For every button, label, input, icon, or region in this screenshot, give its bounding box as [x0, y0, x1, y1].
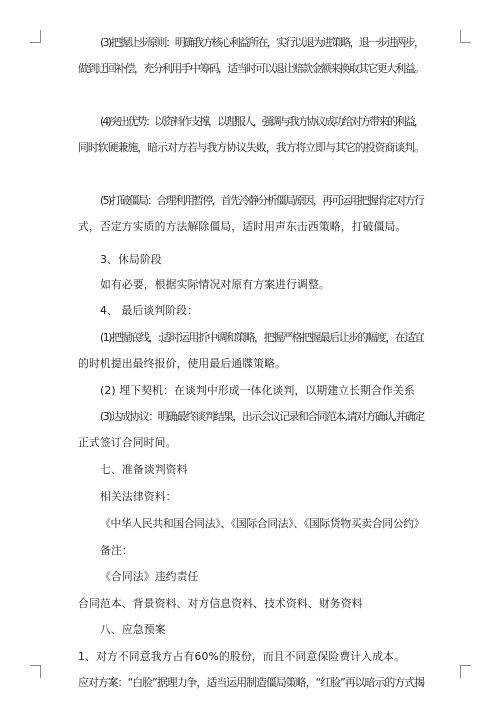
text-line: 式，否定方实质的方法解除僵局，适时用声东击西策略，打破僵局。	[78, 220, 407, 233]
text-line: 正式签订合同时间。	[78, 436, 177, 449]
text-line: 八、应急预案	[100, 623, 166, 636]
text-line: 同时软硬兼施，暗示对方若与我方协议失败，我方将立即与其它的投资商谈判。	[78, 141, 425, 154]
text-line: 合同范本、背景资料、对方信息资料、技术资料、财务资料	[78, 597, 363, 610]
text-line: 相关法律资料：	[100, 490, 177, 503]
text-line: (3)达成协议：明确最终谈判结果，出示会议记录和合同范本,请对方确认,并确定	[100, 410, 424, 423]
text-line: 做到迂回补偿，充分利用手中筹码，适当时可以退让赔款金额来换取其它更大利益。	[78, 62, 424, 75]
text-line: 备注：	[100, 544, 133, 557]
text-line: (2) 埋下契机：在谈判中形成一体化谈判，以期建立长期合作关系	[100, 384, 415, 397]
text-line: 1、对方不同意我方占有60%的股份，而且不同意保险费计入成本。	[78, 650, 406, 663]
text-line: 4、 最后谈判阶段：	[100, 304, 199, 317]
text-line: (1)把握底线，:适时运用折中调和策略，把握严格把握最后让步的幅度，在适宜	[100, 331, 424, 344]
text-line: 如有必要，根据实际情况对原有方案进行调整。	[100, 278, 330, 291]
text-line: 七、准备谈判资料	[100, 463, 188, 476]
text-line: 《合同法》违约责任	[100, 570, 199, 583]
text-line: (4)突出优势：以资料作支撑，以理服人，强调与我方协议成功给对方带来的利益，	[100, 115, 423, 128]
text-line: 应对方案：“白脸”据理力争，适当运用制造僵局策略，“红脸”再以暗示的方式揭	[78, 676, 425, 689]
text-line: 3、休局阶段	[100, 253, 162, 266]
text-line: 的时机提出最终报价，使用最后通牒策略。	[78, 357, 286, 370]
text-line: 《中华人民共和国合同法》、《国际合同法》、《国际货物买卖合同公约》	[100, 517, 425, 530]
text-line: (5)打破僵局：合理利用暂停，首先冷静分析僵局原因，再可运用把握肯定对方行	[100, 194, 424, 207]
text-line: (3)把握让步原则：明确我方核心利益所在，实行以退为进策略，退一步进两步，	[100, 36, 424, 49]
